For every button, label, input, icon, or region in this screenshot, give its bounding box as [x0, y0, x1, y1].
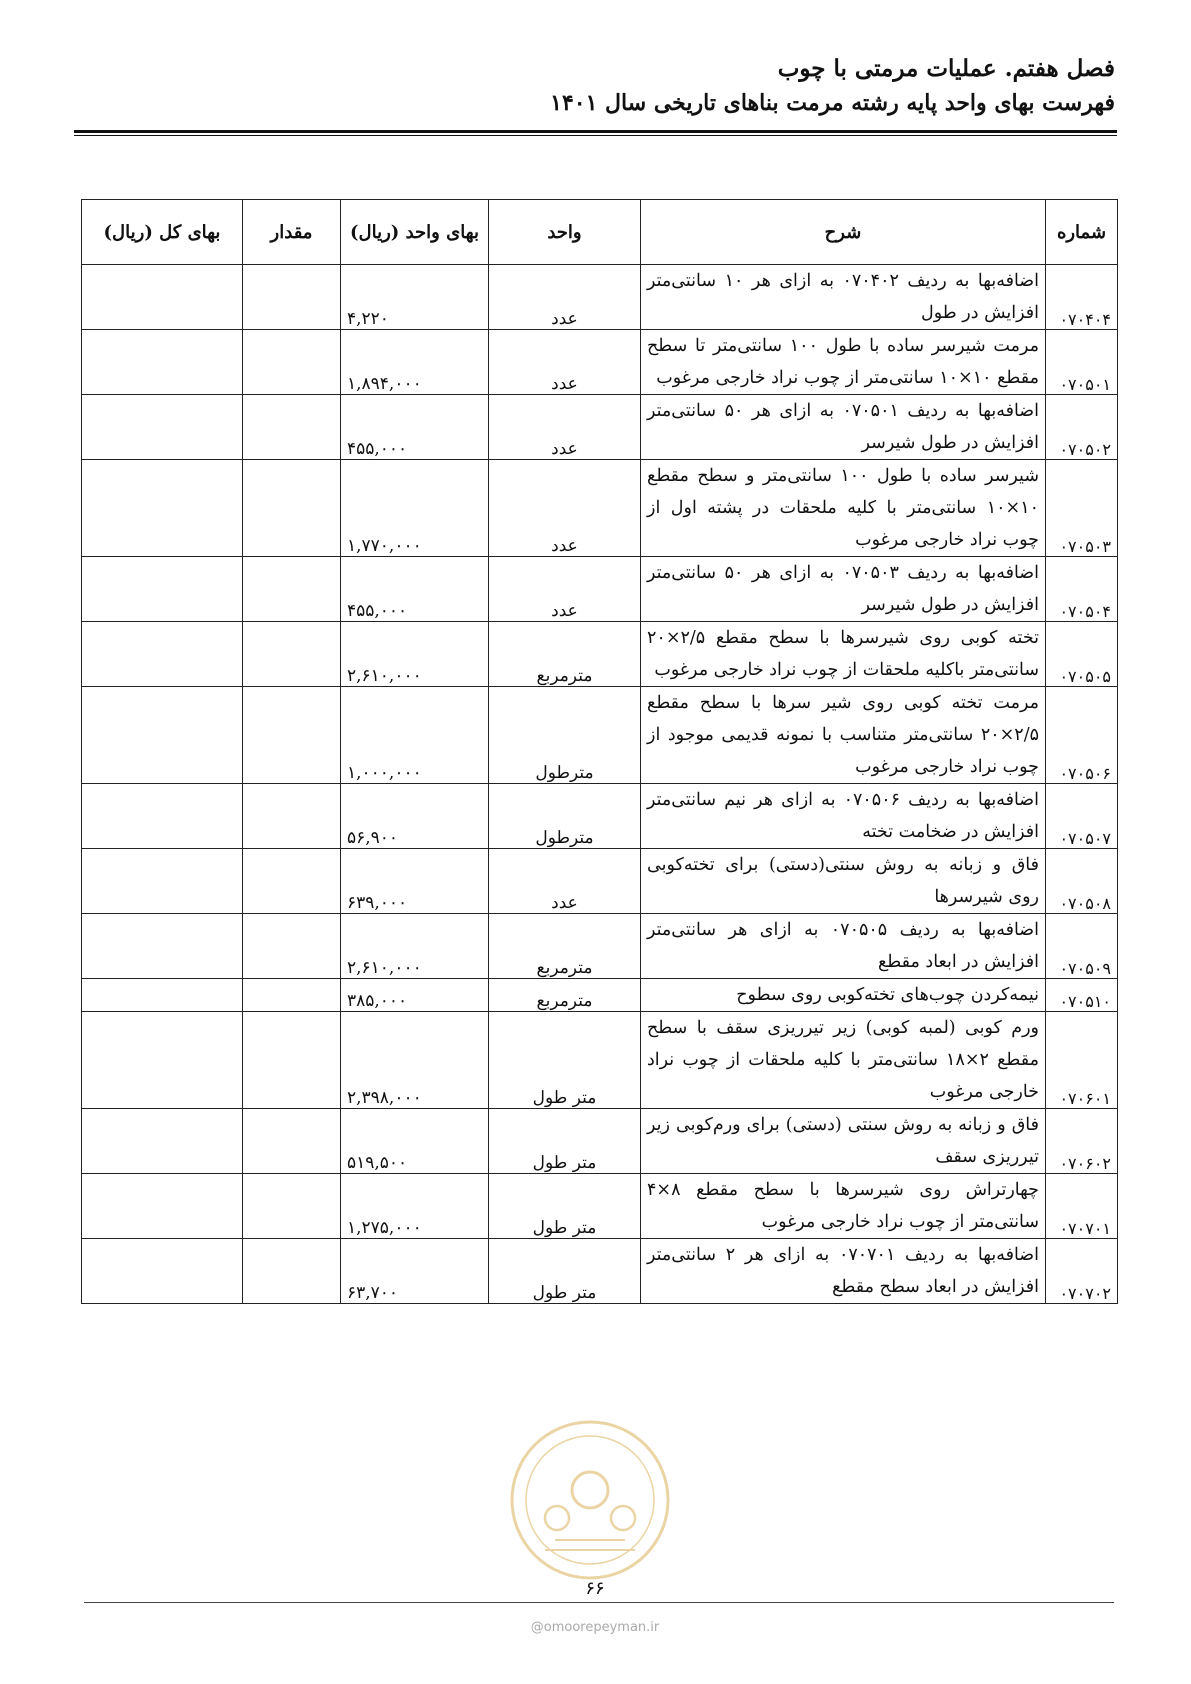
row-description: اضافه‌بها به ردیف ۰۷۰۴۰۲ به ازای هر ۱۰ سانتی‌متر افزایش در طول	[641, 265, 1046, 330]
row-description: شیرسر ساده با طول ۱۰۰ سانتی‌متر و سطح مقطع ۱۰×۱۰ سانتی‌متر با کلیه ملحقات در پشته اول از چوب نراد خارجی مرغوب	[641, 460, 1046, 557]
header-rule-thick	[74, 130, 1117, 133]
row-total-price	[82, 557, 243, 622]
row-unit-price: ۶۳,۷۰۰	[341, 1239, 489, 1304]
row-code: ۰۷۰۶۰۲	[1046, 1109, 1118, 1174]
row-description: اضافه‌بها به ردیف ۰۷۰۵۰۳ به ازای هر ۵۰ سانتی‌متر افزایش در طول شیرسر	[641, 557, 1046, 622]
row-code: ۰۷۰۵۰۱	[1046, 330, 1118, 395]
row-description: اضافه‌بها به ردیف ۰۷۰۷۰۱ به ازای هر ۲ سانتی‌متر افزایش در ابعاد سطح مقطع	[641, 1239, 1046, 1304]
row-unit: متر طول	[489, 1239, 641, 1304]
price-table	[81, 199, 1118, 1304]
row-unit: مترطول	[489, 784, 641, 849]
row-code: ۰۷۰۵۱۰	[1046, 979, 1118, 1012]
document-title: فهرست بهای واحد پایه رشته مرمت بناهای تاریخی سال ۱۴۰۱	[550, 90, 1115, 116]
table-row	[82, 265, 1118, 330]
row-unit: مترمربع	[489, 622, 641, 687]
row-description: مرمت شیرسر ساده با طول ۱۰۰ سانتی‌متر تا سطح مقطع ۱۰×۱۰ سانتی‌متر از چوب نراد خارجی مرغوب	[641, 330, 1046, 395]
table-row	[82, 979, 1118, 1012]
row-unit: عدد	[489, 849, 641, 914]
table-row	[82, 849, 1118, 914]
row-total-price	[82, 687, 243, 784]
row-description: اضافه‌بها به ردیف ۰۷۰۵۰۶ به ازای هر نیم سانتی‌متر افزایش در ضخامت تخته	[641, 784, 1046, 849]
column-header-total-price: بهای کل (ریال)	[82, 200, 243, 265]
row-description: اضافه‌بها به ردیف ۰۷۰۵۰۵ به ازای هر سانتی‌متر افزایش در ابعاد مقطع	[641, 914, 1046, 979]
column-header-code: شماره	[1046, 200, 1118, 265]
column-header-unit-price: بهای واحد (ریال)	[341, 200, 489, 265]
website-watermark: @omoorepeyman.ir	[530, 1620, 660, 1635]
row-code: ۰۷۰۷۰۲	[1046, 1239, 1118, 1304]
row-unit-price: ۳۸۵,۰۰۰	[341, 979, 489, 1012]
row-unit-price: ۵۶,۹۰۰	[341, 784, 489, 849]
row-total-price	[82, 395, 243, 460]
row-quantity	[243, 557, 341, 622]
footer-rule	[84, 1602, 1114, 1603]
row-code: ۰۷۰۵۰۹	[1046, 914, 1118, 979]
row-unit-price: ۲,۳۹۸,۰۰۰	[341, 1012, 489, 1109]
row-unit-price: ۶۳۹,۰۰۰	[341, 849, 489, 914]
watermark-seal	[505, 1410, 675, 1590]
row-description: ورم کوبی (لمبه کوبی) زیر تیرریزی سقف با سطح مقطع ۲×۱۸ سانتی‌متر با کلیه ملحقات از چوب نراد خارجی مرغوب	[641, 1012, 1046, 1109]
row-total-price	[82, 265, 243, 330]
row-unit-price: ۱,۲۷۵,۰۰۰	[341, 1174, 489, 1239]
table-row	[82, 1174, 1118, 1239]
row-quantity	[243, 687, 341, 784]
row-total-price	[82, 1174, 243, 1239]
row-unit-price: ۱,۷۷۰,۰۰۰	[341, 460, 489, 557]
row-description: تخته کوبی روی شیرسرها با سطح مقطع ۲/۵×۲۰ سانتی‌متر باکلیه ملحقات از چوب نراد خارجی مرغوب	[641, 622, 1046, 687]
row-quantity	[243, 979, 341, 1012]
page-header	[75, 52, 1115, 120]
column-header-unit: واحد	[489, 200, 641, 265]
row-quantity	[243, 622, 341, 687]
row-code: ۰۷۰۵۰۶	[1046, 687, 1118, 784]
row-code: ۰۷۰۵۰۸	[1046, 849, 1118, 914]
row-description: فاق و زبانه به روش سنتی(دستی) برای تخته‌کوبی روی شیرسرها	[641, 849, 1046, 914]
row-description: فاق و زبانه به روش سنتی (دستی) برای ورم‌کوبی زیر تیرریزی سقف	[641, 1109, 1046, 1174]
table-row	[82, 330, 1118, 395]
row-unit-price: ۴۵۵,۰۰۰	[341, 557, 489, 622]
row-description: اضافه‌بها به ردیف ۰۷۰۵۰۱ به ازای هر ۵۰ سانتی‌متر افزایش در طول شیرسر	[641, 395, 1046, 460]
table-row	[82, 914, 1118, 979]
table-row	[82, 1012, 1118, 1109]
row-unit: متر طول	[489, 1174, 641, 1239]
row-code: ۰۷۰۵۰۴	[1046, 557, 1118, 622]
table-row	[82, 460, 1118, 557]
row-unit: عدد	[489, 557, 641, 622]
row-code: ۰۷۰۵۰۵	[1046, 622, 1118, 687]
row-quantity	[243, 1109, 341, 1174]
row-quantity	[243, 914, 341, 979]
row-unit-price: ۴,۲۲۰	[341, 265, 489, 330]
row-unit: عدد	[489, 330, 641, 395]
row-quantity	[243, 460, 341, 557]
table-row	[82, 395, 1118, 460]
chapter-title: فصل هفتم. عملیات مرمتی با چوب	[777, 55, 1115, 82]
row-quantity	[243, 265, 341, 330]
table-row	[82, 687, 1118, 784]
row-code: ۰۷۰۵۰۲	[1046, 395, 1118, 460]
row-unit: مترطول	[489, 687, 641, 784]
row-total-price	[82, 330, 243, 395]
row-total-price	[82, 1239, 243, 1304]
row-code: ۰۷۰۵۰۳	[1046, 460, 1118, 557]
row-description: نیمه‌کردن چوب‌های تخته‌کوبی روی سطوح	[641, 979, 1046, 1012]
row-total-price	[82, 622, 243, 687]
table-body	[82, 265, 1118, 1304]
row-unit-price: ۱,۸۹۴,۰۰۰	[341, 330, 489, 395]
row-quantity	[243, 395, 341, 460]
row-quantity	[243, 1239, 341, 1304]
row-code: ۰۷۰۷۰۱	[1046, 1174, 1118, 1239]
page-number: ۶۶	[585, 1578, 605, 1599]
row-quantity	[243, 1174, 341, 1239]
row-code: ۰۷۰۶۰۱	[1046, 1012, 1118, 1109]
row-quantity	[243, 849, 341, 914]
table-row	[82, 1109, 1118, 1174]
row-total-price	[82, 849, 243, 914]
table-header-row	[82, 200, 1118, 265]
row-unit-price: ۲,۶۱۰,۰۰۰	[341, 622, 489, 687]
row-unit-price: ۵۱۹,۵۰۰	[341, 1109, 489, 1174]
row-code: ۰۷۰۵۰۷	[1046, 784, 1118, 849]
row-unit: عدد	[489, 395, 641, 460]
header-rule-thin	[74, 135, 1117, 136]
row-unit-price: ۱,۰۰۰,۰۰۰	[341, 687, 489, 784]
row-unit-price: ۴۵۵,۰۰۰	[341, 395, 489, 460]
table-row	[82, 784, 1118, 849]
column-header-quantity: مقدار	[243, 200, 341, 265]
row-code: ۰۷۰۴۰۴	[1046, 265, 1118, 330]
table-row	[82, 622, 1118, 687]
row-total-price	[82, 784, 243, 849]
row-total-price	[82, 460, 243, 557]
row-total-price	[82, 979, 243, 1012]
row-unit: عدد	[489, 265, 641, 330]
row-unit: مترمربع	[489, 914, 641, 979]
row-unit: متر طول	[489, 1012, 641, 1109]
row-unit: مترمربع	[489, 979, 641, 1012]
row-unit: متر طول	[489, 1109, 641, 1174]
row-unit-price: ۲,۶۱۰,۰۰۰	[341, 914, 489, 979]
row-quantity	[243, 330, 341, 395]
row-unit: عدد	[489, 460, 641, 557]
row-total-price	[82, 1012, 243, 1109]
row-quantity	[243, 784, 341, 849]
row-description: چهارتراش روی شیرسرها با سطح مقطع ۸×۴ سانتی‌متر از چوب نراد خارجی مرغوب	[641, 1174, 1046, 1239]
table-row	[82, 557, 1118, 622]
row-quantity	[243, 1012, 341, 1109]
row-total-price	[82, 914, 243, 979]
row-description: مرمت تخته کوبی روی شیر سرها با سطح مقطع ۲/۵×۲۰ سانتی‌متر متناسب با نمونه قدیمی موجود از چوب نراد خارجی مرغوب	[641, 687, 1046, 784]
table-row	[82, 1239, 1118, 1304]
column-header-description: شرح	[641, 200, 1046, 265]
row-total-price	[82, 1109, 243, 1174]
